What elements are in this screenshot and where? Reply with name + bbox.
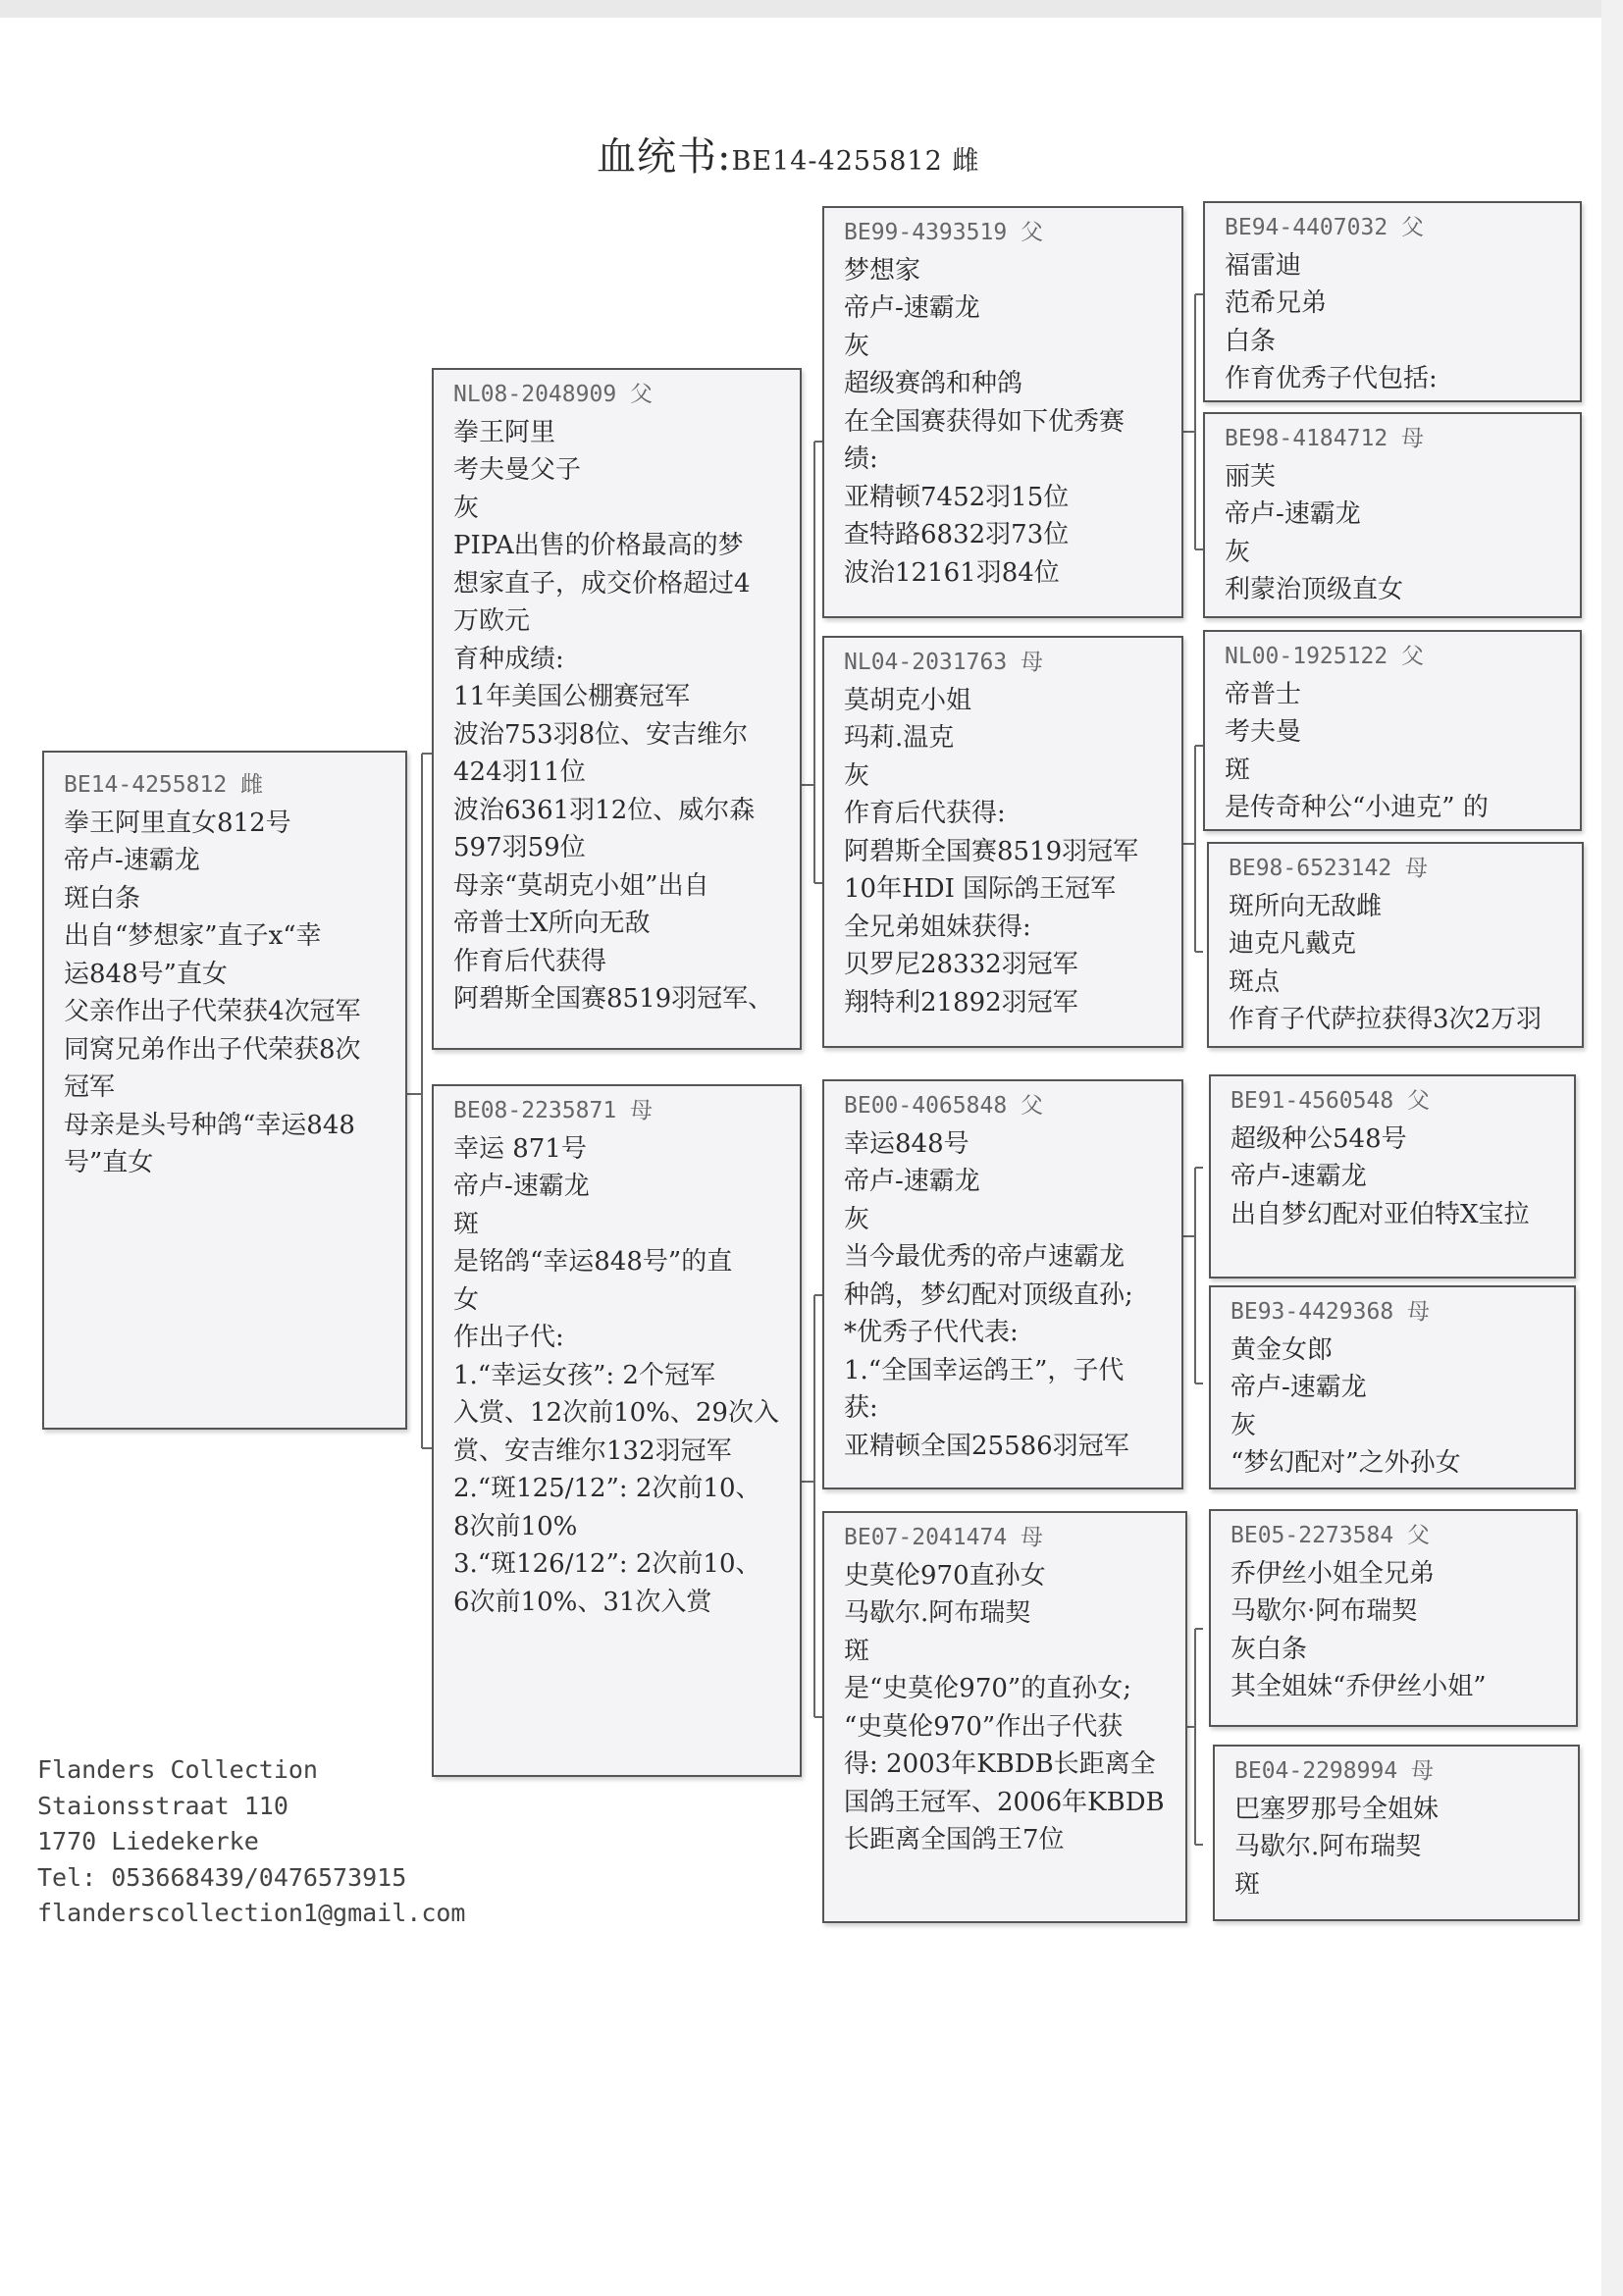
connector-sd [1183,746,1203,952]
pedigree-box-dss [1209,1074,1576,1278]
pedigree-line: 史莫伦970直孙女 [844,1560,1046,1591]
connector-ss [1183,294,1203,549]
ring-number: BE91-4560548 父 [1230,1088,1431,1114]
pedigree-line: 11年美国公棚赛冠军 [453,682,691,711]
pedigree-line: 赏、安吉维尔132羽冠军 [453,1435,732,1466]
pedigree-line: 福雷迪 [1225,250,1302,281]
pedigree-line: 斑 [844,1636,870,1666]
pedigree-line: 得: 2003年KBDB长距离全 [844,1749,1156,1779]
pedigree-line: 黄金女郎 [1230,1334,1334,1365]
ring-number: BE98-4184712 母 [1225,426,1425,451]
title-ring-number: BE14-4255812 雌 [731,146,980,177]
pedigree-line: 亚精顿7452羽15位 [844,482,1070,512]
pedigree-line: 是铭鸽“幸运848号”的直 [453,1247,733,1277]
pedigree-line: 灰 [1225,537,1251,567]
connector-sire [802,442,822,883]
pedigree-line: 考夫曼父子 [453,455,582,485]
pedigree-line: 波治6361羽12位、威尔森 [453,795,756,825]
pedigree-line: 斑 [453,1209,480,1239]
pedigree-box-subject [42,751,407,1430]
pedigree-line: 波治753羽8位、安吉维尔 [453,719,749,750]
pedigree-line: 母亲是头号种鸽“幸运848 [64,1110,355,1140]
pedigree-line: 母亲“莫胡克小姐”出自 [453,870,709,901]
ring-number: BE14-4255812 雌 [64,772,264,798]
pedigree-line: 马歇尔.阿布瑞契 [844,1598,1031,1628]
pedigree-box-dds [1209,1509,1578,1727]
ring-number: BE93-4429368 母 [1230,1299,1431,1325]
contact-city: 1770 Liedekerke [37,1827,259,1855]
pedigree-line: 作育后代获得 [453,946,607,976]
pedigree-line: 范希兄弟 [1225,288,1328,318]
pedigree-line: 超级种公548号 [1230,1123,1407,1154]
pedigree-box-dam [432,1084,802,1777]
pedigree-line: 利蒙治顶级直女 [1225,575,1404,604]
pedigree-line: 全兄弟姐妹获得: [844,912,1031,942]
pedigree-line: 灰 [844,331,870,361]
pedigree-line: 帝卢-速霸龙 [844,1167,980,1196]
contact-name: Flanders Collection [37,1755,318,1784]
pedigree-line: 拳王阿里 [453,417,556,447]
ring-number: BE05-2273584 父 [1230,1523,1431,1548]
pedigree-line: 同窝兄弟作出子代荣获8次 [64,1034,361,1065]
pedigree-line: 考夫曼 [1225,717,1302,747]
pedigree-line: 阿碧斯全国赛8519羽冠军、 [453,984,774,1014]
pedigree-line: 父亲作出子代荣获4次冠军 [64,997,361,1026]
pedigree-box-dsd [1209,1285,1576,1489]
pedigree-line: 1.“全国幸运鸽王”，子代 [844,1355,1125,1385]
pedigree-box-ss [822,206,1183,618]
connector-ds [1183,1168,1203,1383]
pedigree-line: 斑点 [1229,966,1281,997]
pedigree-line: 6次前10%、31次入赏 [453,1587,712,1617]
pedigree-line: “史莫伦970”作出子代获 [844,1711,1124,1742]
pedigree-box-sss [1203,201,1582,402]
pedigree-line: 国鸽王冠军、2006年KBDB [844,1787,1165,1817]
pedigree-line: 幸运 871号 [453,1133,587,1164]
pedigree-box-sire [432,368,802,1050]
pedigree-line: 想家直子，成交价格超过4 [453,568,751,599]
pedigree-line: 其全姐妹“乔伊丝小姐” [1230,1672,1487,1701]
ring-number: NL04-2031763 母 [844,650,1044,675]
pedigree-line: 10年HDI 国际鸽王冠军 [844,874,1117,904]
pedigree-line: 亚精顿全国25586羽冠军 [844,1431,1129,1461]
ring-number: BE04-2298994 母 [1234,1758,1435,1784]
pedigree-line: 梦想家 [844,255,921,286]
pedigree-line: 入赏、12次前10%、29次入 [453,1398,779,1428]
pedigree-line: 幸运848号 [844,1128,969,1159]
pedigree-line: 灰白条 [1230,1634,1308,1664]
pedigree-box-dd [822,1511,1187,1923]
ring-number: BE98-6523142 母 [1229,856,1429,881]
ring-number: BE94-4407032 父 [1225,215,1425,240]
pedigree-line: 超级赛鸽和种鸽 [844,369,1023,398]
pedigree-line: 贝罗尼28332羽冠军 [844,950,1078,979]
pedigree-box-ddd [1213,1745,1580,1921]
pedigree-line: 获: [844,1393,878,1423]
pedigree-line: 运848号”直女 [64,959,228,989]
ring-number: BE99-4393519 父 [844,220,1044,245]
pedigree-line: 424羽11位 [453,757,586,787]
pedigree-line: 巴塞罗那号全姐妹 [1234,1794,1440,1824]
pedigree-line: 帝卢-速霸龙 [844,293,980,323]
pedigree-line: 灰 [453,493,480,523]
pedigree-line: 帝卢-速霸龙 [453,1172,590,1201]
pedigree-line: 育种成绩: [453,644,564,674]
pedigree-line: 女 [453,1284,480,1315]
pedigree-line: 斑所向无敌雌 [1229,891,1383,921]
pedigree-line: 在全国赛获得如下优秀赛 [844,406,1126,437]
pedigree-line: 是“史莫伦970”的直孙女; [844,1674,1131,1703]
pedigree-line: 出自“梦想家”直子x“幸 [64,921,322,951]
pedigree-line: 灰 [1230,1410,1257,1440]
pedigree-line: 斑 [1234,1869,1261,1900]
pedigree-line: 斑 [1225,755,1251,785]
pedigree-box-sd [822,636,1183,1048]
pedigree-line: 帝卢-速霸龙 [1230,1373,1367,1402]
pedigree-line: “梦幻配对”之外孙女 [1230,1448,1461,1478]
pedigree-box-sdd [1207,842,1584,1048]
pedigree-line: 冠军 [64,1072,116,1102]
ring-number: BE00-4065848 父 [844,1093,1044,1119]
ring-number: NL08-2048909 父 [453,382,654,407]
pedigree-line: 马歇尔.阿布瑞契 [1234,1832,1422,1861]
pedigree-line: 绩: [844,444,878,474]
pedigree-line: 白条 [1225,326,1277,356]
pedigree-line: 种鸽，梦幻配对顶级直孙; [844,1279,1133,1310]
pedigree-line: 马歇尔·阿布瑞契 [1230,1596,1418,1626]
pedigree-line: 阿碧斯全国赛8519羽冠军 [844,836,1139,866]
pedigree-line: 8次前10% [453,1511,578,1541]
pedigree-line: 丽芙 [1225,461,1277,492]
pedigree-line: 万欧元 [453,606,531,636]
pedigree-line: *优秀子代代表: [844,1318,1019,1347]
pedigree-line: 乔伊丝小姐全兄弟 [1230,1558,1436,1589]
pedigree-line: 翔特利21892羽冠军 [844,987,1078,1018]
pedigree-line: 帝卢-速霸龙 [1225,499,1361,529]
pedigree-line: 是传奇种公“小迪克” 的 [1225,793,1489,822]
pedigree-line: 帝普士X所向无敌 [453,909,651,938]
pedigree-line: 2.“斑125/12”: 2次前10、 [453,1474,761,1503]
pedigree-line: 莫胡克小姐 [844,685,972,715]
pedigree-line: 迪克凡戴克 [1229,929,1357,959]
pedigree-line: 3.“斑126/12”: 2次前10、 [453,1549,761,1579]
pedigree-line: 作出子代: [453,1323,564,1352]
ring-number: BE08-2235871 母 [453,1098,654,1123]
pedigree-line: 出自梦幻配对亚伯特X宝拉 [1230,1199,1530,1229]
pedigree-line: 玛莉.温克 [844,723,955,753]
pedigree-line: 波治12161羽84位 [844,557,1060,588]
pedigree-line: 长距离全国鸽王7位 [844,1825,1065,1854]
pedigree-line: 拳王阿里直女812号 [64,808,291,838]
connector-subject [407,754,432,1448]
pedigree-line: 斑白条 [64,883,141,913]
contact-email: flanderscollection1@gmail.com [37,1899,466,1927]
pedigree-line: 帝卢-速霸龙 [1230,1162,1367,1191]
pedigree-line: 灰 [844,1204,870,1234]
pedigree-box-ssd [1203,412,1582,618]
pedigree-box-sds [1203,630,1582,831]
pedigree-box-ds [822,1079,1183,1489]
pedigree-line: 灰 [844,760,870,791]
pedigree-line: 作育优秀子代包括: [1225,364,1438,393]
pedigree-line: 597羽59位 [453,833,586,862]
pedigree-line: 作育后代获得: [844,799,1006,828]
pedigree-line: 帝卢-速霸龙 [64,846,200,875]
connector-dam [802,1295,822,1717]
pedigree-line: 1.“幸运女孩”: 2个冠军 [453,1360,715,1390]
pedigree-line: PIPA出售的价格最高的梦 [453,531,744,560]
contact-block [37,1752,466,1932]
ring-number: NL00-1925122 父 [1225,644,1425,669]
pedigree-line: 当今最优秀的帝卢速霸龙 [844,1242,1126,1272]
pedigree-line: 帝普士 [1225,679,1302,709]
ring-number: BE07-2041474 母 [844,1525,1044,1550]
contact-phone: Tel: 053668439/0476573915 [37,1862,407,1892]
pedigree-line: 号”直女 [64,1148,154,1177]
title-label: 血统书: [597,134,732,180]
contact-street: Staionsstraat 110 [37,1791,288,1820]
pedigree-line: 查特路6832羽73位 [844,520,1070,549]
pedigree-line: 作育子代萨拉获得3次2万羽 [1229,1005,1543,1034]
